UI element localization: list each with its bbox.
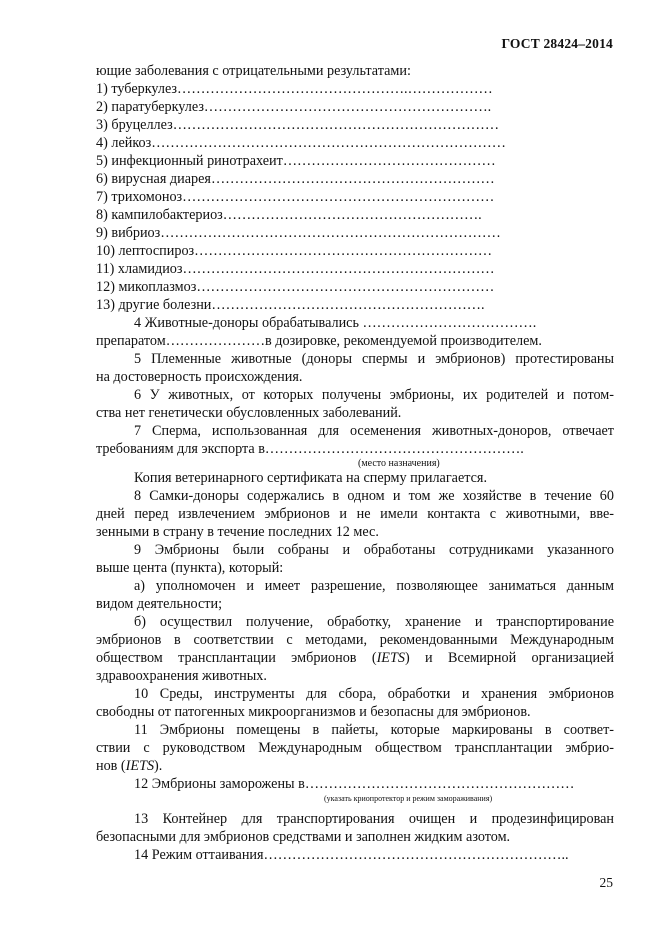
paragraph-9b-line — [96, 649, 614, 667]
list-item: 1) туберкулез………………………………………….……………… — [96, 81, 493, 97]
paragraph-12-line: 12 Эмбрионы заморожены в………………………………………………… — [134, 776, 575, 792]
list-item: 9) вибриоз……………………………………………………………… — [96, 225, 501, 241]
paragraph-9b-line: здравоохранения животных. — [96, 668, 267, 684]
list-item: 10) лептоспироз……………………………………………………… — [96, 243, 493, 259]
paragraph-5-line: 5 Племенные животные (доноры спермы и эмбрионов) протестированы — [134, 351, 614, 367]
paragraph-9a-line: а) уполномочен и имеет разрешение, позволяющее заниматься данным — [134, 578, 614, 594]
list-item: 5) инфекционный ринотрахеит……………………………………… — [96, 153, 496, 169]
standard-number-header: ГОСТ 28424–2014 — [501, 36, 613, 51]
text-line: ющие заболевания с отрицательными результатами: — [96, 63, 411, 79]
text-segment: нов ( — [96, 758, 126, 774]
list-item: 7) трихомоноз………………………………………………………… — [96, 189, 495, 205]
iets-abbreviation: IETS — [376, 650, 405, 666]
page-body — [96, 62, 614, 864]
paragraph-7-line: 7 Сперма, использованная для осеменения животных-доноров, отвечает — [134, 423, 614, 439]
paragraph-10-line: свободны от патогенных микроорганизмов и безопасны для эмбрионов. — [96, 704, 531, 720]
paragraph-9-line: выше цента (пункта), который: — [96, 560, 284, 576]
text-segment: обществом трансплантации эмбрионов ( — [96, 650, 377, 666]
paragraph-4-line: препаратом…………………в дозировке, рекомендуемой производителем. — [96, 333, 542, 349]
list-item: 6) вирусная диарея…………………………………………………… — [96, 171, 495, 187]
paragraph-10-line: 10 Среды, инструменты для сбора, обработки и хранения эмбрионов — [134, 686, 614, 702]
paragraph-7-line: требованиям для экспорта в………………………………………………. — [96, 441, 524, 457]
paragraph-11-line: 11 Эмбрионы помещены в пайеты, которые маркированы в соответ- — [134, 722, 614, 738]
destination-caption: (место назначения) — [358, 458, 440, 469]
paragraph-13-line: безопасными для эмбрионов средствами и заполнен жидким азотом. — [96, 829, 511, 845]
list-item: 4) лейкоз………………………………………………………………… — [96, 135, 506, 151]
paragraph-14-line: 14 Режим оттаивания……………………………………………………….. — [134, 847, 569, 863]
paragraph-11-line: ствии с руководством Международным обществом трансплантации эмбрио- — [96, 740, 614, 756]
cryoprotectant-caption: (указать криопротектор и режим замораживания) — [324, 794, 493, 803]
iets-abbreviation: IETS — [125, 758, 155, 774]
paragraph-5-line: на достоверность происхождения. — [96, 369, 303, 385]
paragraph-6-line: 6 У животных, от которых получены эмбрионы, их родителей и потом- — [134, 387, 614, 403]
list-item: 13) другие болезни…………………………………………………. — [96, 297, 485, 313]
text-segment: ). — [154, 758, 163, 774]
paragraph-8-line: зенными в страну в течение последних 12 мес. — [96, 524, 379, 540]
page-number: 25 — [599, 875, 613, 890]
paragraph-8-line: 8 Самки-доноры содержались в одном и том же хозяйстве в течение 60 — [134, 488, 614, 504]
paragraph-8-line: дней перед извлечением эмбрионов и не имели контакта с животными, вве- — [96, 506, 614, 522]
paragraph-9b-line: б) осуществил получение, обработку, хранение и транспортирование — [134, 614, 614, 630]
paragraph-9a-line: видом деятельности; — [96, 596, 223, 612]
paragraph-13-line: 13 Контейнер для транспортирования очищен и продезинфицирован — [134, 811, 614, 827]
paragraph-4-line: 4 Животные-доноры обрабатывались ………………………………. — [134, 315, 537, 331]
list-item: 12) микоплазмоз……………………………………………………… — [96, 279, 495, 295]
paragraph-6-line: ства нет генетически обусловленных заболеваний. — [96, 405, 402, 421]
list-item: 11) хламидиоз………………………………………………………… — [96, 261, 495, 277]
paragraph-11-line — [96, 757, 614, 775]
text-segment: ) и Всемирной организацией — [404, 650, 614, 666]
list-item: 2) паратуберкулез……………………………………………………. — [96, 99, 492, 115]
list-item: 3) бруцеллез…………………………………………………………… — [96, 117, 500, 133]
certificate-note: Копия ветеринарного сертификата на сперму прилагается. — [134, 470, 487, 486]
paragraph-9-line: 9 Эмбрионы были собраны и обработаны сотрудниками указанного — [134, 542, 614, 558]
paragraph-9b-line: эмбрионов в соответствии с методами, рекомендованными Международным — [96, 632, 614, 648]
list-item: 8) кампилобактериоз………………………………………………. — [96, 207, 482, 223]
